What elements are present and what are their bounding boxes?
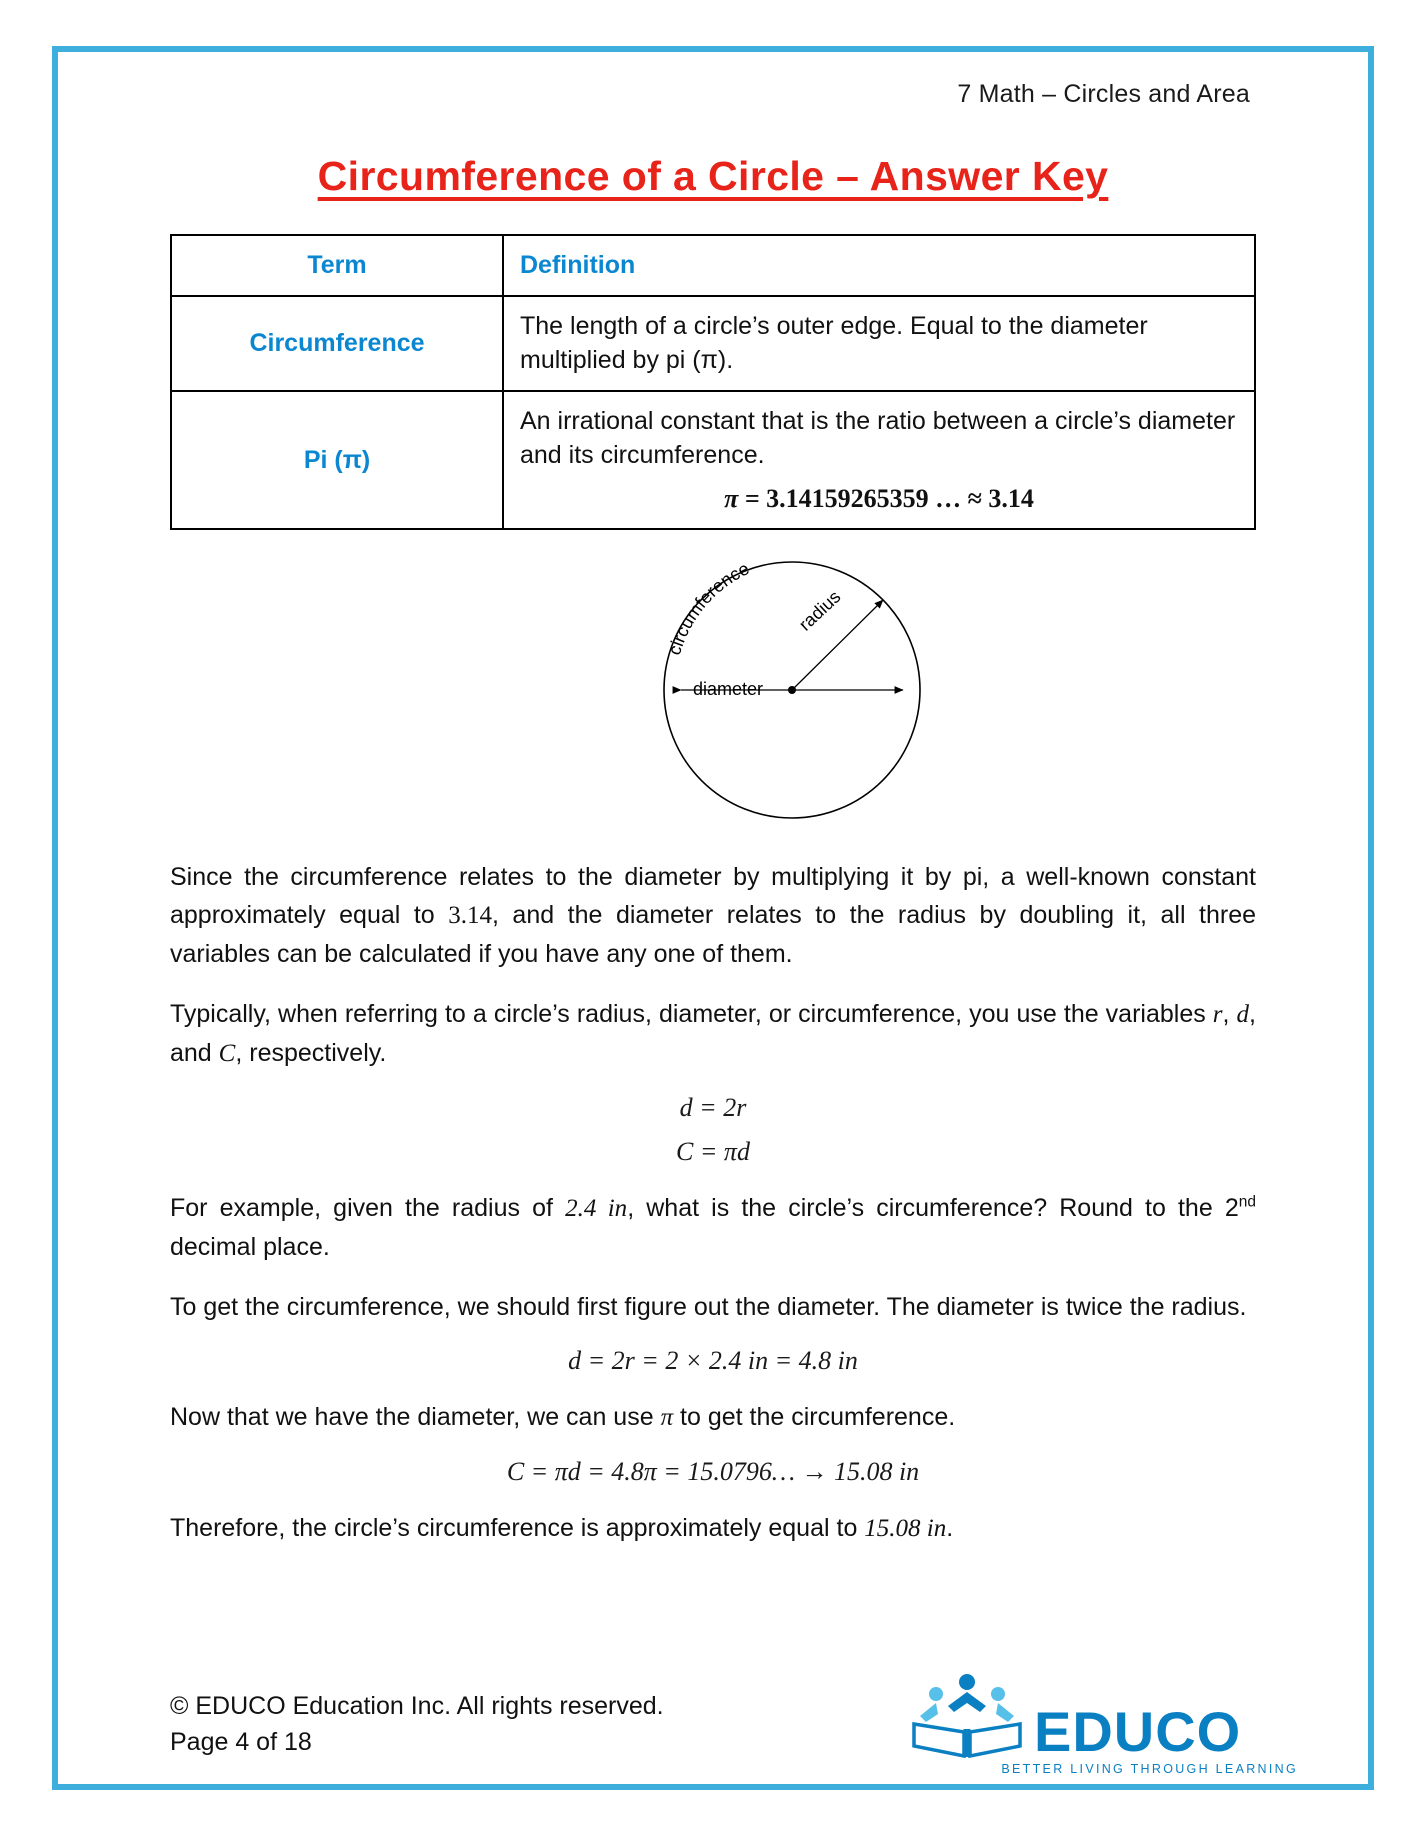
table-header-row: [171, 235, 1255, 296]
paragraph-variables-a: Typically, when referring to a circle’s radius, diameter, or circumference, you use the variables: [170, 1000, 1213, 1029]
final-answer-value: 15.08 in: [864, 1515, 947, 1543]
paragraph-example-b: , what is the circle’s circumference? Round to the 2: [627, 1194, 1239, 1223]
paragraph-conclusion: [170, 1509, 1256, 1548]
diameter-label: diameter: [693, 679, 764, 700]
column-header-term: Term: [171, 235, 503, 296]
pi-approx-value: 3.14: [448, 902, 492, 930]
table-row: [171, 296, 1255, 391]
paragraph-variables: [170, 995, 1256, 1073]
paragraph-example: [170, 1189, 1256, 1266]
page-content: [52, 46, 1374, 1548]
pi-symbol-inline: π: [660, 1404, 674, 1432]
paragraph-step2-b: to get the circumference.: [673, 1403, 956, 1432]
example-radius-value: 2.4 in: [565, 1195, 628, 1223]
equation-step2: C = πd = 4.8π = 15.0796… → 15.08 in: [506, 1457, 920, 1487]
definition-pi: An irrational constant that is the ratio between a circle’s diameter and its circumference.: [520, 406, 1236, 469]
paragraph-example-a: For example, given the radius of: [170, 1194, 566, 1223]
logo-row: [908, 1672, 1298, 1763]
definition-pi-cell: [503, 391, 1255, 530]
paragraph-step1: To get the circumference, we should first figure out the diameter. The diameter is twice the radius.: [170, 1293, 1247, 1322]
equation-diameter: d = 2r: [679, 1093, 747, 1123]
pi-value-formula: [520, 481, 1238, 517]
page-title: Circumference of a Circle – Answer Key: [317, 153, 1109, 199]
variable-c: C: [218, 1040, 236, 1068]
logo-tagline: BETTER LIVING THROUGH LEARNING: [1001, 1762, 1298, 1776]
pi-formula-value: 3.14159265359 … ≈ 3.14: [766, 483, 1034, 513]
circle-diagram: [657, 532, 987, 832]
variable-r: r: [1212, 1001, 1223, 1029]
circle-diagram-wrapper: [170, 532, 1256, 832]
sep-2: , and: [170, 1000, 1256, 1068]
paragraph-intro-b: , and the diameter relates to the radius by doubling it, all three variables can be calculated if you have any one of them.: [170, 901, 1257, 969]
vocabulary-table: [170, 234, 1256, 530]
ordinal-suffix: nd: [1238, 1194, 1257, 1212]
sep-1: ,: [1222, 1000, 1237, 1029]
term-pi: Pi (π): [171, 391, 503, 530]
paragraph-conclusion-a: Therefore, the circle’s circumference is approximately equal to: [170, 1514, 865, 1543]
variable-d: d: [1236, 1001, 1250, 1029]
paragraph-variables-b: , respectively.: [235, 1039, 387, 1068]
circumference-label: circumference: [664, 558, 753, 658]
term-circumference: Circumference: [171, 296, 503, 391]
column-header-definition: Definition: [503, 235, 1255, 296]
circle-center-dot: [788, 686, 796, 694]
definition-circumference: The length of a circle’s outer edge. Equal to the diameter multiplied by pi (π).: [503, 296, 1255, 391]
paragraph-step2: [170, 1398, 1256, 1437]
radius-label: radius: [795, 586, 845, 636]
equation-circumference: C = πd: [676, 1137, 750, 1167]
paragraph-example-c: decimal place.: [170, 1233, 330, 1262]
educo-logo: [908, 1672, 1298, 1776]
paragraph-intro: [170, 858, 1256, 973]
paragraph-intro-a: Since the circumference relates to the diameter by multiplying it by pi, a well-known constant approximately equal to: [170, 863, 1256, 930]
paragraph-step2-a: Now that we have the diameter, we can use: [170, 1403, 661, 1432]
footer: [170, 1689, 664, 1760]
paragraph-conclusion-b: .: [946, 1514, 954, 1543]
equation-step1: d = 2r = 2 × 2.4 in = 4.8 in: [568, 1346, 858, 1376]
book-people-icon: [908, 1672, 1026, 1758]
course-header: 7 Math – Circles and Area: [957, 80, 1250, 108]
copyright-line: © EDUCO Education Inc. All rights reserved.: [170, 1692, 664, 1720]
table-row: [171, 391, 1255, 530]
pi-formula-symbol: π =: [724, 483, 767, 513]
page-number: Page 4 of 18: [170, 1727, 312, 1756]
logo-wordmark: EDUCO: [1034, 1699, 1242, 1763]
